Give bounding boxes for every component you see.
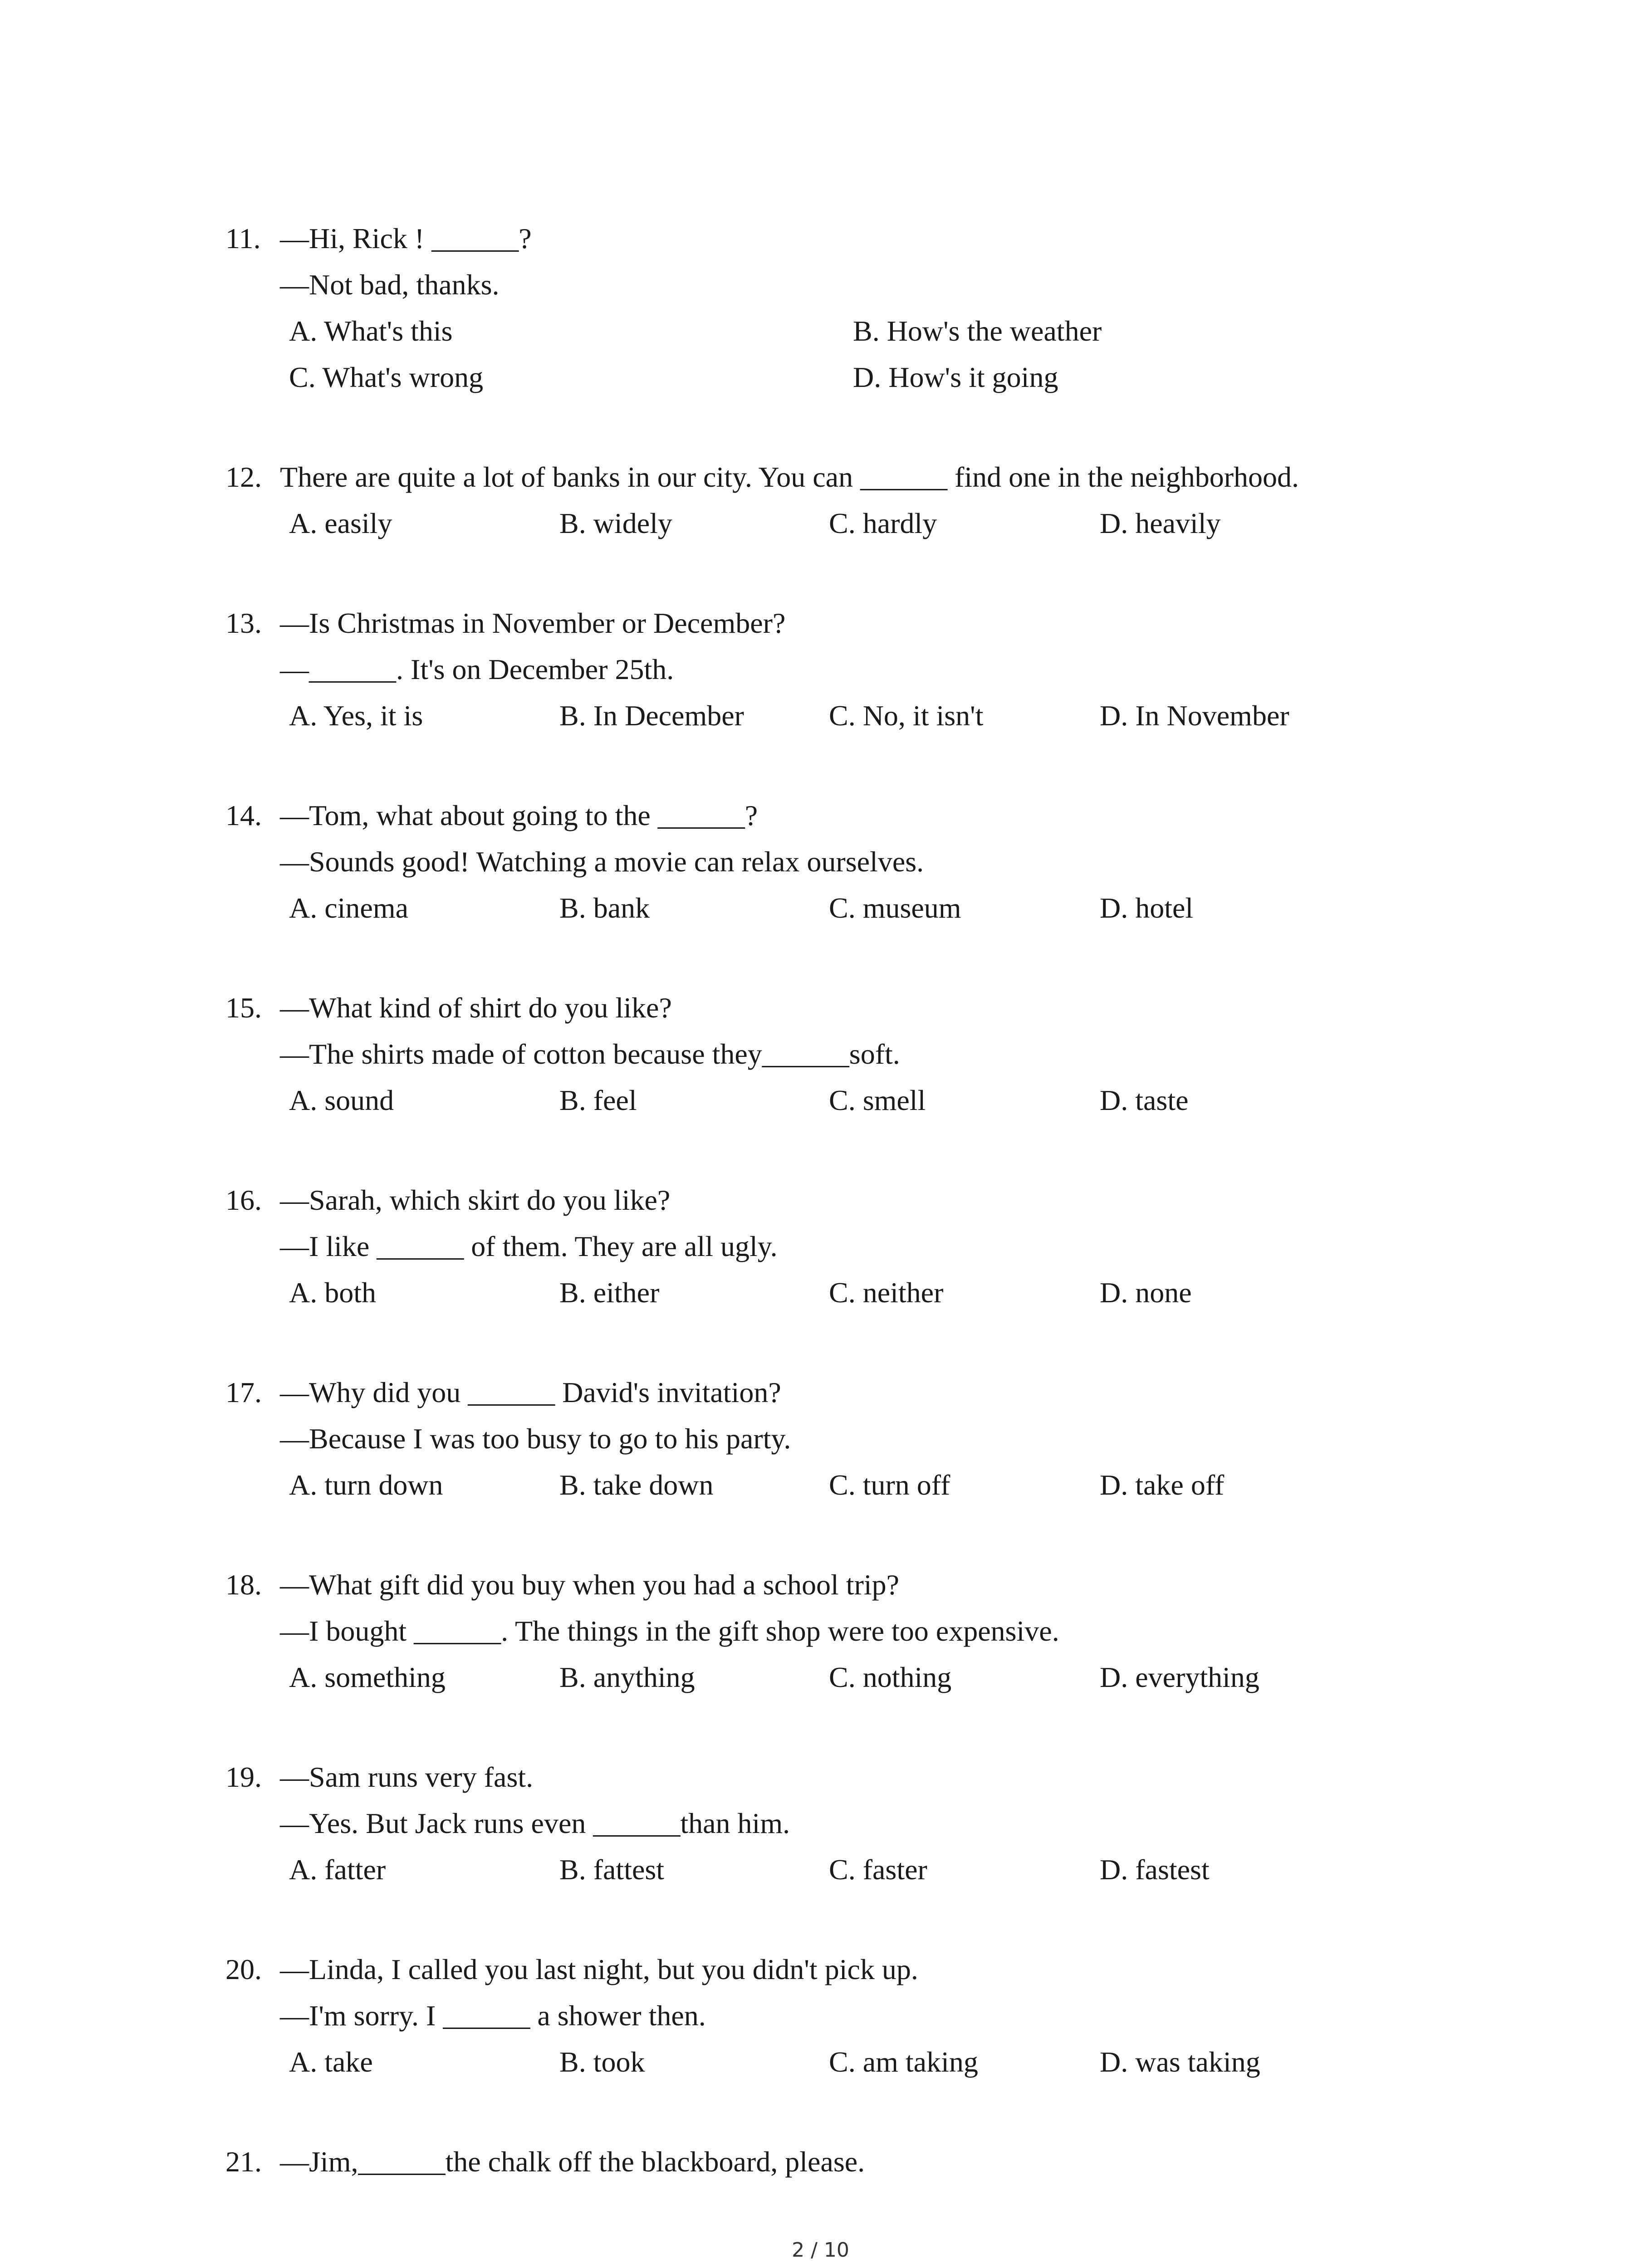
option-c: C. smell bbox=[829, 1084, 926, 1116]
option-c: C. museum bbox=[829, 892, 961, 924]
option-d: D. take off bbox=[1100, 1469, 1225, 1501]
page-number: 2 / 10 bbox=[792, 2239, 849, 2262]
option-b: B. took bbox=[559, 2046, 645, 2078]
question-number: 19. bbox=[225, 1761, 262, 1793]
option-d: D. was taking bbox=[1100, 2046, 1260, 2078]
option-b: B. How's the weather bbox=[853, 315, 1102, 347]
question-text: —The shirts made of cotton because they______soft. bbox=[280, 1038, 900, 1070]
question-number: 16. bbox=[225, 1184, 262, 1216]
question-text: —Sarah, which skirt do you like? bbox=[280, 1184, 671, 1216]
option-b: B. In December bbox=[559, 699, 744, 732]
question-text: —Tom, what about going to the ______? bbox=[280, 799, 758, 831]
option-a: A. take bbox=[289, 2046, 373, 2078]
option-b: B. feel bbox=[559, 1084, 637, 1116]
question-text: —Hi, Rick ! ______? bbox=[280, 222, 532, 254]
question-number: 11. bbox=[225, 222, 261, 254]
option-c: C. am taking bbox=[829, 2046, 978, 2078]
option-b: B. widely bbox=[559, 507, 672, 539]
option-d: D. taste bbox=[1100, 1084, 1189, 1116]
question-text: —What gift did you buy when you had a school trip? bbox=[280, 1569, 900, 1601]
option-c: C. nothing bbox=[829, 1661, 952, 1693]
question-text: —Because I was too busy to go to his party. bbox=[280, 1422, 791, 1455]
question-text: —Sam runs very fast. bbox=[280, 1761, 534, 1793]
option-a: A. cinema bbox=[289, 892, 408, 924]
option-c: C. neither bbox=[829, 1276, 944, 1309]
question-number: 21. bbox=[225, 2146, 262, 2178]
question-number: 17. bbox=[225, 1376, 262, 1408]
question-text: There are quite a lot of banks in our city. You can ______ find one in the neighborhood. bbox=[280, 461, 1299, 493]
question-text: —I'm sorry. I ______ a shower then. bbox=[280, 1999, 706, 2032]
question-text: —Jim,______the chalk off the blackboard, please. bbox=[280, 2146, 865, 2178]
option-b: B. anything bbox=[559, 1661, 695, 1693]
option-d: D. heavily bbox=[1100, 507, 1221, 539]
question-number: 20. bbox=[225, 1953, 262, 1985]
option-a: A. easily bbox=[289, 507, 392, 539]
question-text: —Linda, I called you last night, but you didn't pick up. bbox=[280, 1953, 918, 1985]
option-b: B. fattest bbox=[559, 1853, 665, 1886]
question-number: 13. bbox=[225, 607, 262, 639]
option-d: D. none bbox=[1100, 1276, 1192, 1309]
question-text: —I bought ______. The things in the gift shop were too expensive. bbox=[280, 1615, 1059, 1647]
option-b: B. either bbox=[559, 1276, 660, 1309]
question-number: 18. bbox=[225, 1569, 262, 1601]
question-text: —Yes. But Jack runs even ______than him. bbox=[280, 1807, 790, 1839]
option-a: A. fatter bbox=[289, 1853, 386, 1886]
option-d: D. In November bbox=[1100, 699, 1289, 732]
question-text: —______. It's on December 25th. bbox=[280, 653, 674, 685]
option-a: A. both bbox=[289, 1276, 376, 1309]
option-c: C. hardly bbox=[829, 507, 937, 539]
question-text: —Sounds good! Watching a movie can relax ourselves. bbox=[280, 846, 924, 878]
option-d: D. hotel bbox=[1100, 892, 1194, 924]
question-number: 12. bbox=[225, 461, 262, 493]
option-c: C. No, it isn't bbox=[829, 699, 984, 732]
option-a: A. Yes, it is bbox=[289, 699, 423, 732]
option-c: C. faster bbox=[829, 1853, 927, 1886]
option-c: C. turn off bbox=[829, 1469, 950, 1501]
question-text: —What kind of shirt do you like? bbox=[280, 992, 672, 1024]
question-text: —Is Christmas in November or December? bbox=[280, 607, 786, 639]
option-d: D. fastest bbox=[1100, 1853, 1210, 1886]
option-d: D. everything bbox=[1100, 1661, 1259, 1693]
question-text: —I like ______ of them. They are all ugly. bbox=[280, 1230, 778, 1262]
option-d: D. How's it going bbox=[853, 361, 1058, 393]
option-b: B. bank bbox=[559, 892, 650, 924]
option-a: A. sound bbox=[289, 1084, 394, 1116]
question-text: —Not bad, thanks. bbox=[280, 269, 500, 301]
question-text: —Why did you ______ David's invitation? bbox=[280, 1376, 781, 1408]
question-number: 15. bbox=[225, 992, 262, 1024]
option-b: B. take down bbox=[559, 1469, 714, 1501]
option-a: A. turn down bbox=[289, 1469, 443, 1501]
option-c: C. What's wrong bbox=[289, 361, 484, 393]
option-a: A. What's this bbox=[289, 315, 453, 347]
option-a: A. something bbox=[289, 1661, 446, 1693]
question-number: 14. bbox=[225, 799, 262, 831]
